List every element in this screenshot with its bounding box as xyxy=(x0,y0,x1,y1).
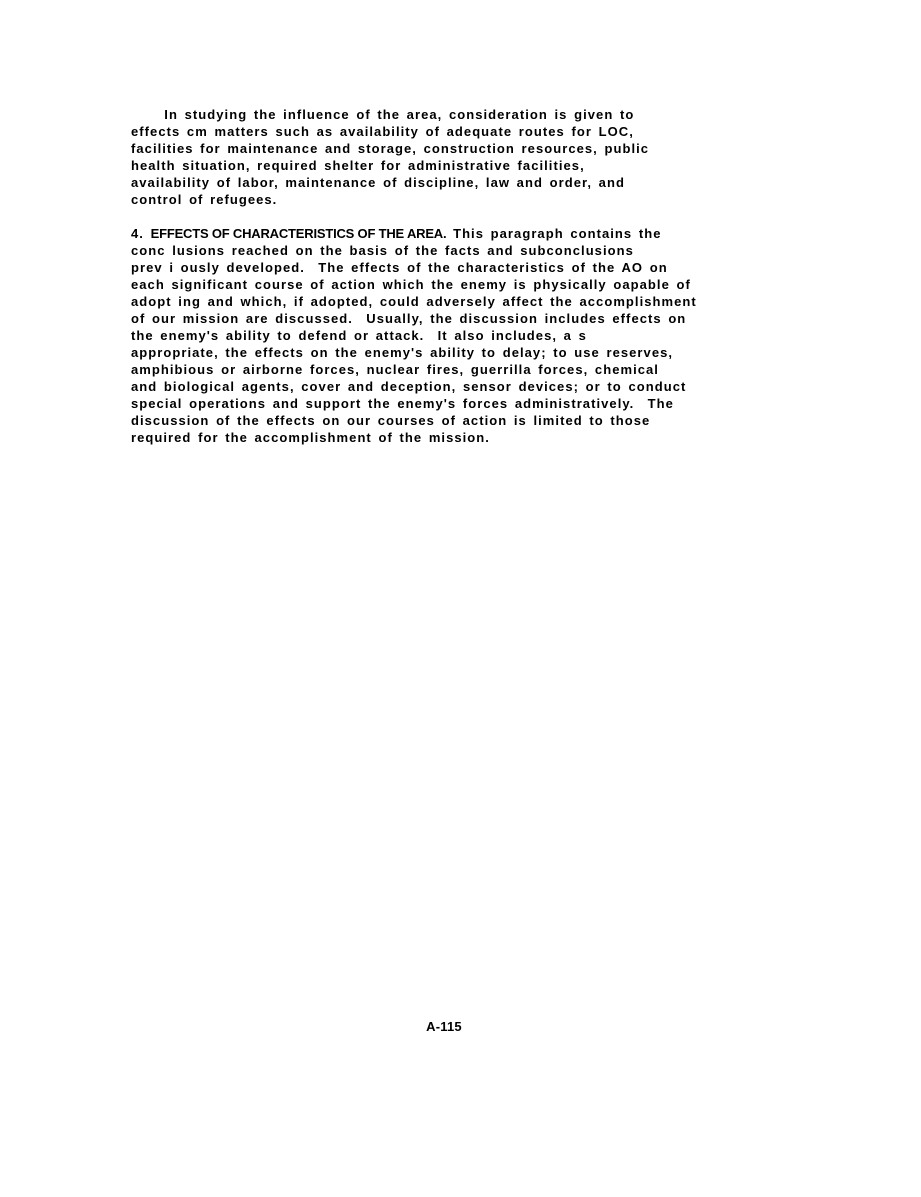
paragraph-line: health situation, required shelter for administrative facilities, xyxy=(131,158,585,173)
paragraph-line: prev i ously developed. The effects of the characteristics of the AO on xyxy=(131,260,668,275)
section-number: 4. xyxy=(131,226,144,241)
paragraph-line: the enemy's ability to defend or attack. It also includes, a s xyxy=(131,328,587,343)
paragraph-line: availability of labor, maintenance of discipline, law and order, and xyxy=(131,175,625,190)
section-heading: EFFECTS OF CHARACTERISTICS OF THE AREA. xyxy=(150,226,447,241)
paragraph-line: adopt ing and which, if adopted, could adversely affect the accomplishment xyxy=(131,294,697,309)
paragraph-line: In studying the influence of the area, consideration is given to xyxy=(131,107,635,122)
paragraph-line: and biological agents, cover and deception, sensor devices; or to conduct xyxy=(131,379,687,394)
page-number: A-115 xyxy=(426,1019,462,1034)
paragraph-line: of our mission are discussed. Usually, the discussion includes effects on xyxy=(131,311,687,326)
paragraph-line: discussion of the effects on our courses of action is limited to those xyxy=(131,413,651,428)
paragraph-line: effects cm matters such as availability of adequate routes for LOC, xyxy=(131,124,634,139)
paragraph-line: required for the accomplishment of the mission. xyxy=(131,430,490,445)
paragraph-effects-of-characteristics xyxy=(131,225,761,446)
paragraph-line: facilities for maintenance and storage, construction resources, public xyxy=(131,141,650,156)
paragraph-line: conc lusions reached on the basis of the facts and subconclusions xyxy=(131,243,634,258)
paragraph-line: each significant course of action which the enemy is physically oapable of xyxy=(131,277,691,292)
paragraph-influence-of-area xyxy=(131,106,761,208)
paragraph-line: control of refugees. xyxy=(131,192,278,207)
heading-line-text: This paragraph contains the xyxy=(453,226,662,241)
paragraph-line: special operations and support the enemy's forces administratively. The xyxy=(131,396,674,411)
paragraph-heading-line xyxy=(131,225,761,242)
paragraph-line: amphibious or airborne forces, nuclear fires, guerrilla forces, chemical xyxy=(131,362,659,377)
paragraph-line: appropriate, the effects on the enemy's ability to delay; to use reserves, xyxy=(131,345,674,360)
